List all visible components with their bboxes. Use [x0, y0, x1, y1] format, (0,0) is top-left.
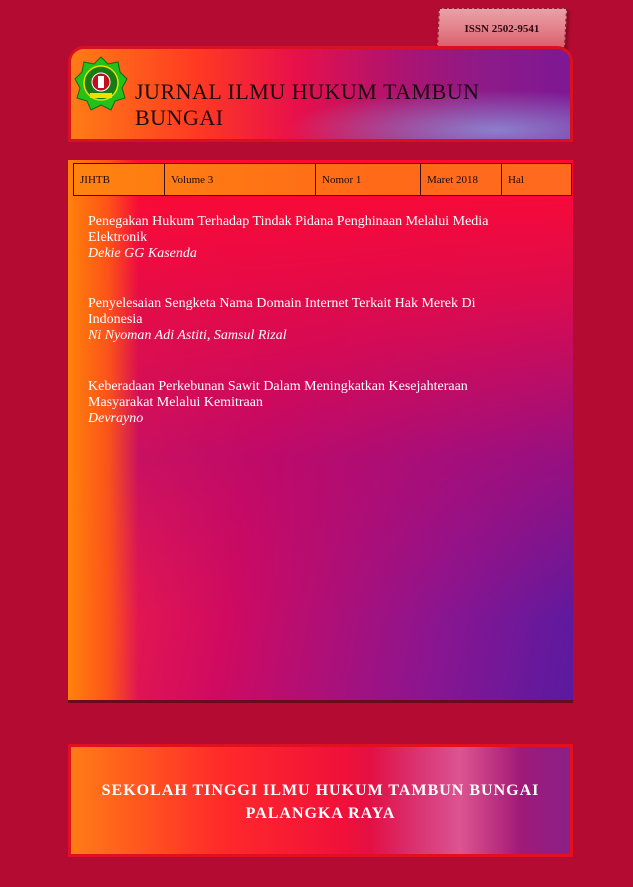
number-cell: Nomor 1 [316, 164, 421, 196]
article-title[interactable]: Keberadaan Perkebunan Sawit Dalam Meningkatkan Kesejahteraan [88, 379, 468, 394]
institution-logo-icon [73, 55, 129, 111]
article-authors: Devrayno [88, 411, 144, 426]
issue-info-row [74, 164, 572, 196]
article-title-cont[interactable]: Elektronik [88, 230, 148, 245]
contents-panel [68, 160, 573, 703]
institution-footer [68, 744, 573, 857]
volume-cell: Volume 3 [165, 164, 316, 196]
article-item[interactable] [88, 379, 468, 427]
journal-title: JURNAL ILMU HUKUM TAMBUN BUNGAI [135, 79, 480, 130]
page-cell: Hal [502, 164, 572, 196]
article-authors: Dekie GG Kasenda [88, 246, 197, 261]
issn-text: ISSN 2502-9541 [464, 23, 540, 35]
article-item[interactable] [88, 296, 476, 344]
institution-name: SEKOLAH TINGGI ILMU HUKUM TAMBUN BUNGAI [101, 782, 540, 799]
article-title[interactable]: Penegakan Hukum Terhadap Tindak Pidana Penghinaan Melalui Media [88, 214, 489, 229]
journal-abbrev-cell: JIHTB [74, 164, 165, 196]
date-cell: Maret 2018 [421, 164, 502, 196]
institution-city: PALANGKA RAYA [245, 805, 396, 822]
article-title-cont[interactable]: Indonesia [88, 312, 143, 327]
article-title[interactable]: Penyelesaian Sengketa Nama Domain Internet Terkait Hak Merek Di [88, 296, 476, 311]
journal-header [68, 46, 573, 142]
article-item[interactable] [88, 214, 488, 262]
article-authors: Ni Nyoman Adi Astiti, Samsul Rizal [88, 328, 287, 343]
issn-badge [437, 8, 567, 48]
article-title-cont[interactable]: Masyarakat Melalui Kemitraan [88, 395, 263, 410]
issue-info-table [73, 163, 572, 196]
